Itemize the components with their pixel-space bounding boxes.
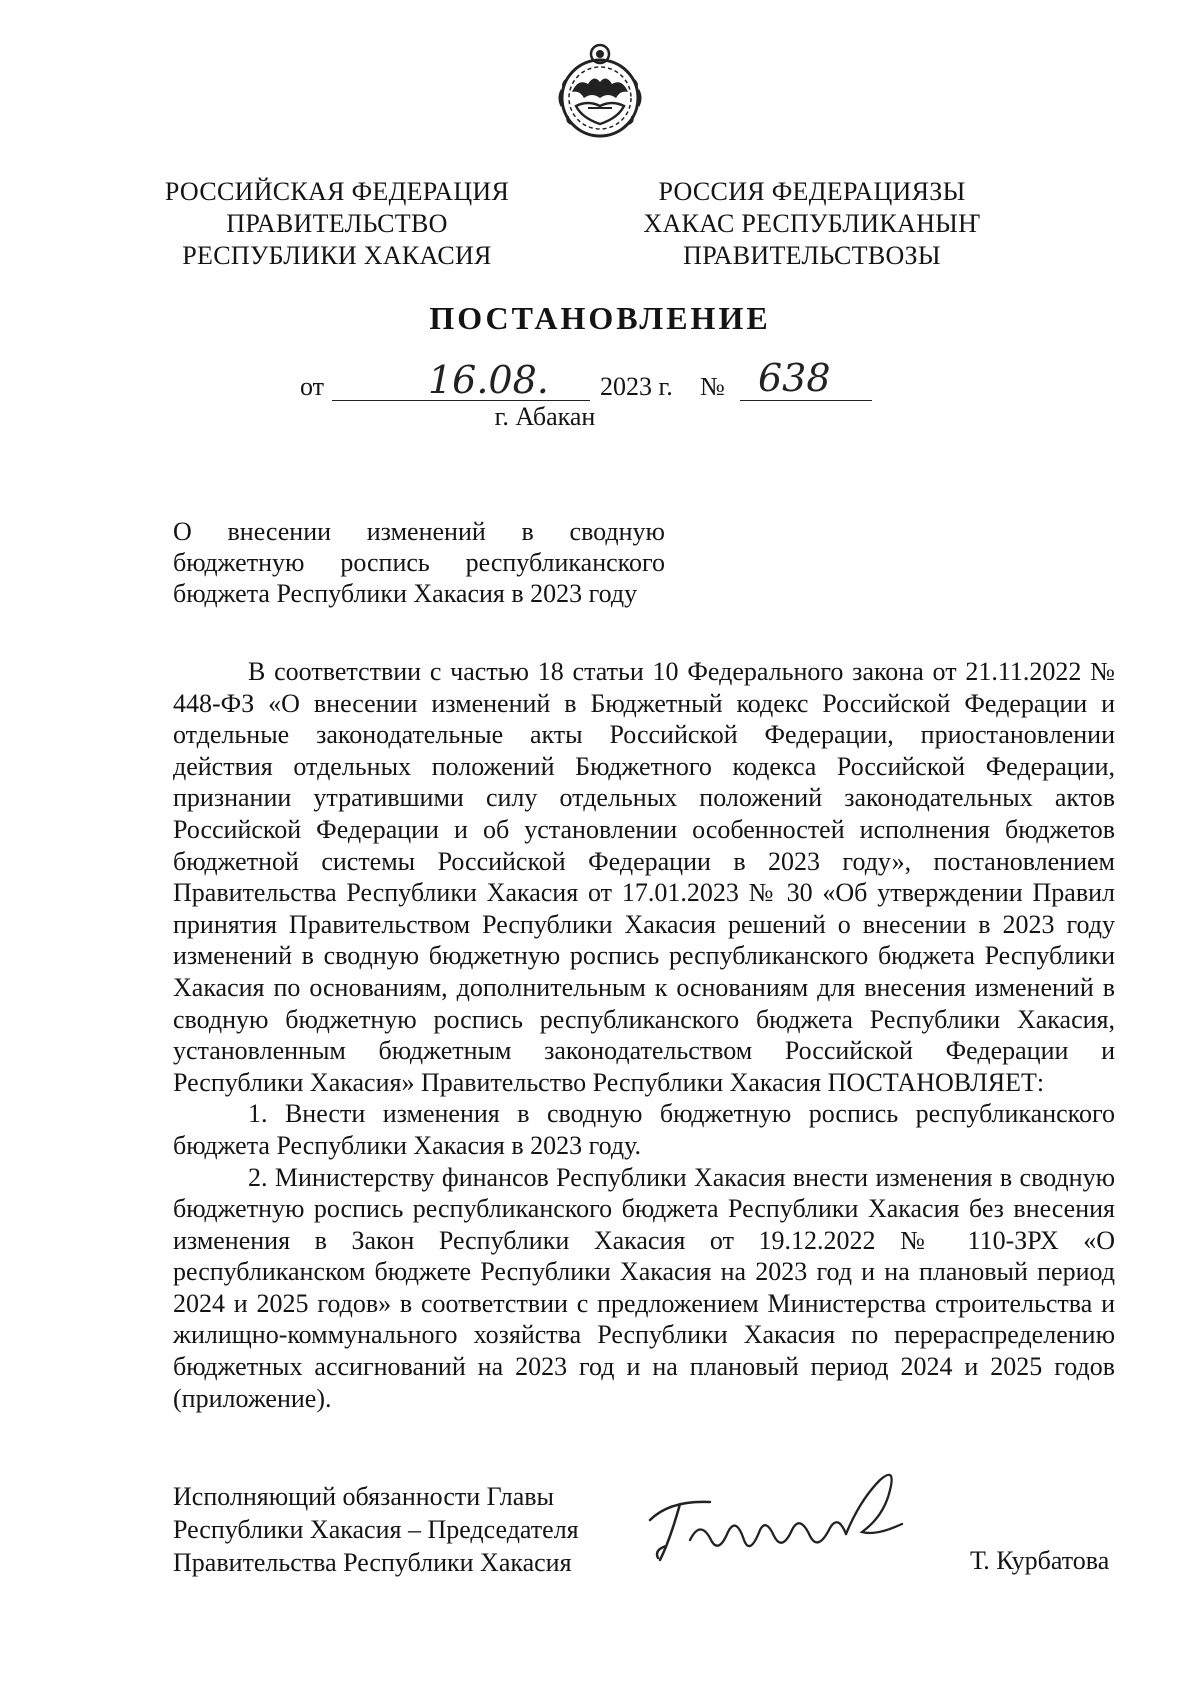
body-paragraph: В соответствии с частью 18 статьи 10 Федерального закона от 21.11.2022 № 448-ФЗ «О внесении изменений в Бюджетный кодекс Российской Федерации и отдельные законодательные акты Российской Федерации, приостановлении действия отдельных положений Бюджетного кодекса Российской Федерации, признании утратившими силу отдельных положений законодательных актов Российской Федерации и об установлении особенностей исполнения бюджетов бюджетной системы Российской Федерации в 2023 году», постановлением Правительства Республики Хакасия от 17.01.2023 № 30 «Об утверждении Правил принятия Правительством Республики Хакасия решений о внесении в 2023 году изменений в сводную бюджетную роспись республиканского бюджета Республики Хакасия по основаниям, дополнительным к основаниям для внесения изменений в сводную бюджетную роспись республиканского бюджета Республики Хакасия, установленным бюджетным законодательством Российской Федерации и Республики Хакасия» Правительство Республики Хакасия ПОСТАНОВЛЯЕТ: (173, 657, 1115, 1097)
number-underline (740, 400, 872, 401)
header-left-line: РОССИЙСКАЯ ФЕДЕРАЦИЯ (164, 177, 510, 206)
subject-block (173, 516, 665, 609)
body-paragraph: 1. Внести изменения в сводную бюджетную роспись республиканского бюджета Республики Хакасия в 2023 году. (173, 1099, 1115, 1160)
signatory-title-line: Республики Хакасия – Председателя (173, 1515, 579, 1544)
coat-of-arms-icon (548, 40, 652, 144)
subject-line: О внесении изменений в сводную (173, 517, 665, 546)
date-line (300, 356, 900, 402)
year-label: 2023 г. (600, 372, 673, 401)
signatory-title-line: Исполняющий обязанности Главы (173, 1482, 554, 1511)
date-handwritten: 16.08. (428, 358, 549, 402)
document-title: ПОСТАНОВЛЕНИЕ (429, 300, 771, 336)
header-left (147, 176, 527, 272)
header-right (622, 176, 1002, 272)
number-handwritten: 638 (758, 356, 831, 400)
signatory-title-line: Правительства Республики Хакасия (173, 1548, 572, 1577)
handwritten-signature-icon (640, 1460, 920, 1570)
city-label: г. Абакан (494, 402, 596, 431)
subject-line: бюджетную роспись республиканского (173, 548, 665, 577)
body-paragraph: 2. Министерству финансов Республики Хакасия внести изменения в сводную бюджетную роспись республиканского бюджета Республики Хакасия без внесения изменения в Закон Республики Хакасия от 19.12.2022 № 110-ЗРХ «О республиканском бюджете Республики Хакасия на 2023 год и на плановый период 2024 и 2025 годов» в соответствии с предложением Министерства строительства и жилищно-коммунального хозяйства Республики Хакасия по перераспределению бюджетных ассигнований на 2023 год и на плановый период 2024 и 2025 годов (приложение). (173, 1162, 1115, 1413)
header-right-line: РОССИЯ ФЕДЕРАЦИЯЗЫ (658, 177, 966, 206)
header-left-line: РЕСПУБЛИКИ ХАКАСИЯ (182, 241, 492, 270)
from-label: от (300, 372, 325, 401)
header-right-line: ПРАВИТЕЛЬСТВОЗЫ (683, 241, 941, 270)
body-text (173, 656, 1115, 1414)
header-right-line: ХАКАС РЕСПУБЛИКАНЫҤ (643, 209, 981, 238)
signatory-title (173, 1480, 579, 1579)
signatory-name: Т. Курбатова (970, 1546, 1110, 1575)
number-label: № (700, 372, 725, 401)
header-left-line: ПРАВИТЕЛЬСТВО (226, 209, 448, 238)
subject-line: бюджета Республики Хакасия в 2023 году (173, 579, 638, 608)
